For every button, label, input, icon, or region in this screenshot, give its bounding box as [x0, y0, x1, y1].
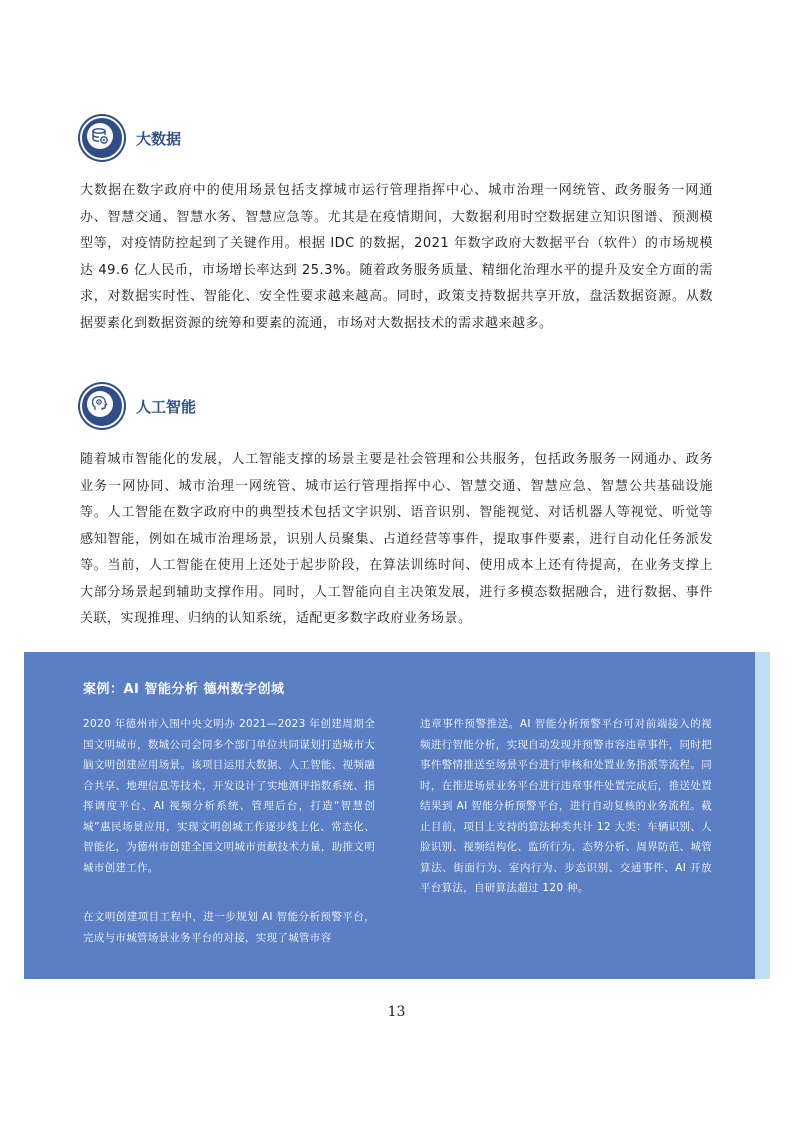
- section-header-ai: [80, 384, 196, 428]
- section-badge: [80, 116, 124, 160]
- case-left-paragraph-1: 2020 年德州市入围中央文明办 2021—2023 年创建周期全国文明城市，数城公司会同多个部门单位共同谋划打造城市大脑文明创建应用场景。该项目运用大数据、人工智能、视频融合共享、地理信息等技术，开发设计了实地测评指数系统、指挥调度平台、AI 视频分析系统、管理后台，打造“智慧创城”惠民场景应用，实现文明创城工作逐步线上化、常态化、智能化，为德州市创建全国文明城市贡献技术力量，助推文明城市创建工作。: [83, 718, 375, 874]
- section-title: 大数据: [136, 129, 182, 148]
- page-number: 13: [387, 1004, 406, 1020]
- section-title: 人工智能: [136, 397, 197, 416]
- case-study-accent-stripe: [755, 652, 770, 979]
- section-header-big-data: [80, 116, 181, 160]
- section-badge: [80, 384, 124, 428]
- section-body-ai: 随着城市智能化的发展，人工智能支撑的场景主要是社会管理和公共服务，包括政务服务一网通办、政务业务一网协同、城市治理一网统管、城市运行管理指挥中心、智慧交通、智慧应急、智慧公共基础设施等。人工智能在数字政府中的典型技术包括文字识别、语音识别、智能视觉、对话机器人等视觉、听觉等感知智能，例如在城市治理场景，识别人员聚集、占道经营等事件，提取事件要素，进行自动化任务派发等。当前，人工智能在使用上还处于起步阶段，在算法训练时间、使用成本上还有待提高，在业务支撑上大部分场景起到辅助支撑作用。同时，人工智能向自主决策发展，进行多模态数据融合，进行数据、事件关联，实现推理、归纳的认知系统，适配更多数字政府业务场景。: [80, 452, 713, 626]
- case-left-paragraph-2: 在文明创建项目工程中，进一步规划 AI 智能分析预警平台，完成与市城管场景业务平台的对接，实现了城管市容: [83, 911, 375, 944]
- case-right-paragraph: 违章事件预警推送。AI 智能分析预警平台可对前端接入的视频进行智能分析，实现自动发现并预警市容违章事件，同时把事件警情推送至场景平台进行审核和处置业务指派等流程。同时，在推进场景业务平台进行违章事件处置完成后，推送处置结果到 AI 智能分析预警平台，进行自动复核的业务流程。截止目前，项目上支持的算法种类共计 12 大类：车辆识别、人脸识别、视频结构化、监所行为、态势分析、周界防范、城管算法、街面行为、室内行为、步态识别、交通事件、AI 开放平台算法，自研算法超过 120 种。: [420, 718, 712, 894]
- ai-head-icon: [91, 395, 109, 413]
- database-icon: [91, 127, 109, 145]
- section-body-big-data: 大数据在数字政府中的使用场景包括支撑城市运行管理指挥中心、城市治理一网统管、政务服务一网通办、智慧交通、智慧水务、智慧应急等。尤其是在疫情期间，大数据利用时空数据建立知识图谱、预测模型等，对疫情防控起到了关键作用。根据 IDC 的数据，2021 年数字政府大数据平台（软件）的市场规模达 49.6 亿人民币，市场增长率达到 25.3%。随着政务服务质量、精细化治理水平的提升及安全方面的需求，对数据实时性、智能化、安全性要求越来越高。同时，政策支持数据共享开放，盘活数据资源。从数据要素化到数据资源的统筹和要素的流通，市场对大数据技术的需求越来越多。: [80, 183, 713, 331]
- case-study-title: 案例：AI 智能分析 德州数字创城: [83, 682, 285, 697]
